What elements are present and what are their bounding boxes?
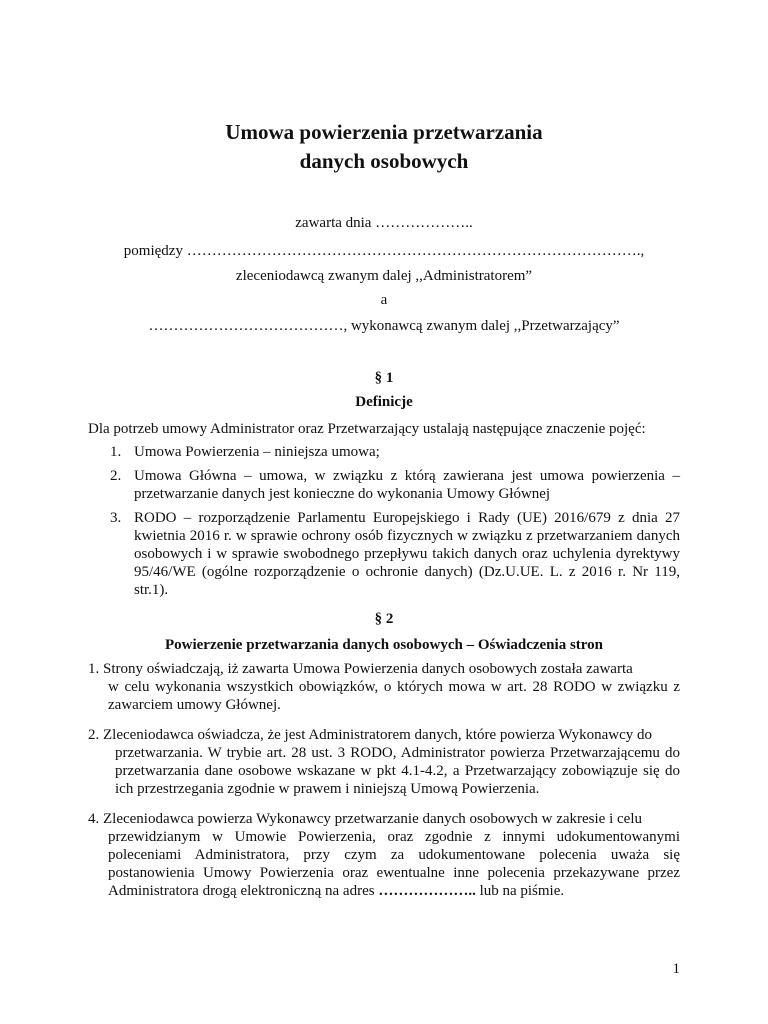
section1-heading: Definicje <box>355 394 413 410</box>
list-item-text-end: lub na piśmie. <box>479 883 565 899</box>
list-item-text: RODO – rozporządzenie Parlamentu Europejskiego i Rady (UE) 2016/679 z dnia 27 kwietnia 2016 r. w sprawie ochrony osób fizycznych w związku z przetwarzaniem danych osobowych i w sprawie swobodnego przepływu takich danych oraz uchylenia dyrektywy 95/46/WE (ogólne rozporządzenie o ochronie danych) (Dz.U.UE. L. z 2016 r. Nr 119, str.1). <box>134 510 680 598</box>
list-item-number: 2. <box>110 468 122 484</box>
statements-list <box>88 660 680 912</box>
document-title <box>0 118 768 176</box>
list-item-number: 2. <box>88 727 100 743</box>
section2-heading: Powierzenie przetwarzania danych osobowych – Oświadczenia stron <box>164 637 604 653</box>
list-item-number: 1. <box>110 444 122 460</box>
client-line: zleceniodawcą zwanym dalej ,,Administratorem” <box>235 268 533 284</box>
page-number: 1 <box>672 961 680 977</box>
list-item-number: 3. <box>110 510 122 526</box>
list-item-number: 1. <box>88 661 100 677</box>
list-item <box>88 660 680 714</box>
list-item-text: przewidzianym w Umowie Powierzenia, oraz zgodnie z innymi udokumentowanymi poleceniami Administratora, przy czym za udokumentowane polecenia uważa się postanowienia Umowy Powierzenia oraz ewentualne inne polecenia przekazywane przez Administratora drogą elektroniczną na adres <box>108 829 680 899</box>
list-item-text: Umowa Powierzenia – niniejsza umowa; <box>134 444 380 460</box>
list-item <box>88 726 680 798</box>
list-item <box>88 810 680 900</box>
section2-symbol: § 2 <box>374 611 394 627</box>
list-item-number: 4. <box>88 811 100 827</box>
list-item-text: Umowa Główna – umowa, w związku z którą zawierana jest umowa powierzenia – przetwarzanie danych jest konieczne do wykonania Umowy Głównej <box>134 468 680 502</box>
list-item <box>88 509 680 599</box>
between-line: pomiędzy ………………………………………………………………………………., <box>123 243 645 259</box>
list-item-first-line: Zleceniodawca oświadcza, że jest Administratorem danych, które powierza Wykonawcy do <box>103 727 653 743</box>
list-item-first-line: Zleceniodawca powierza Wykonawcy przetwarzanie danych osobowych w zakresie i celu <box>103 811 642 827</box>
title-line-2: danych osobowych <box>299 149 469 173</box>
list-item <box>88 443 680 461</box>
list-item <box>88 467 680 503</box>
contractor-line: …………………………………, wykonawcą zwanym dalej ,,Przetwarzający” <box>148 318 620 334</box>
concluded-date-line: zawarta dnia ……………….. <box>295 215 473 231</box>
section1-intro: Dla potrzeb umowy Administrator oraz Przetwarzający ustalają następujące znaczenie pojęć: <box>88 421 646 437</box>
title-line-1: Umowa powierzenia przetwarzania <box>225 120 543 144</box>
list-item-text: w celu wykonania wszystkich obowiązków, o których mowa w art. 28 RODO w związku z zawarciem umowy Głównej. <box>108 679 680 713</box>
list-item-text: przetwarzania. W trybie art. 28 ust. 3 RODO, Administrator powierza Przetwarzającemu do przetwarzania dane osobowe wskazane w pkt 4.1-4.2, a Przetwarzający zobowiązuje się do ich przestrzegania zgodnie w prawem i niniejszą Umową Powierzenia. <box>115 745 680 797</box>
section1-symbol: § 1 <box>374 370 394 386</box>
definitions-list <box>88 443 680 605</box>
list-item-first-line: Strony oświadczają, iż zawarta Umowa Powierzenia danych osobowych została zawarta <box>103 661 633 677</box>
and-line: a <box>380 292 388 308</box>
email-address-placeholder: ……………….. <box>378 883 476 899</box>
